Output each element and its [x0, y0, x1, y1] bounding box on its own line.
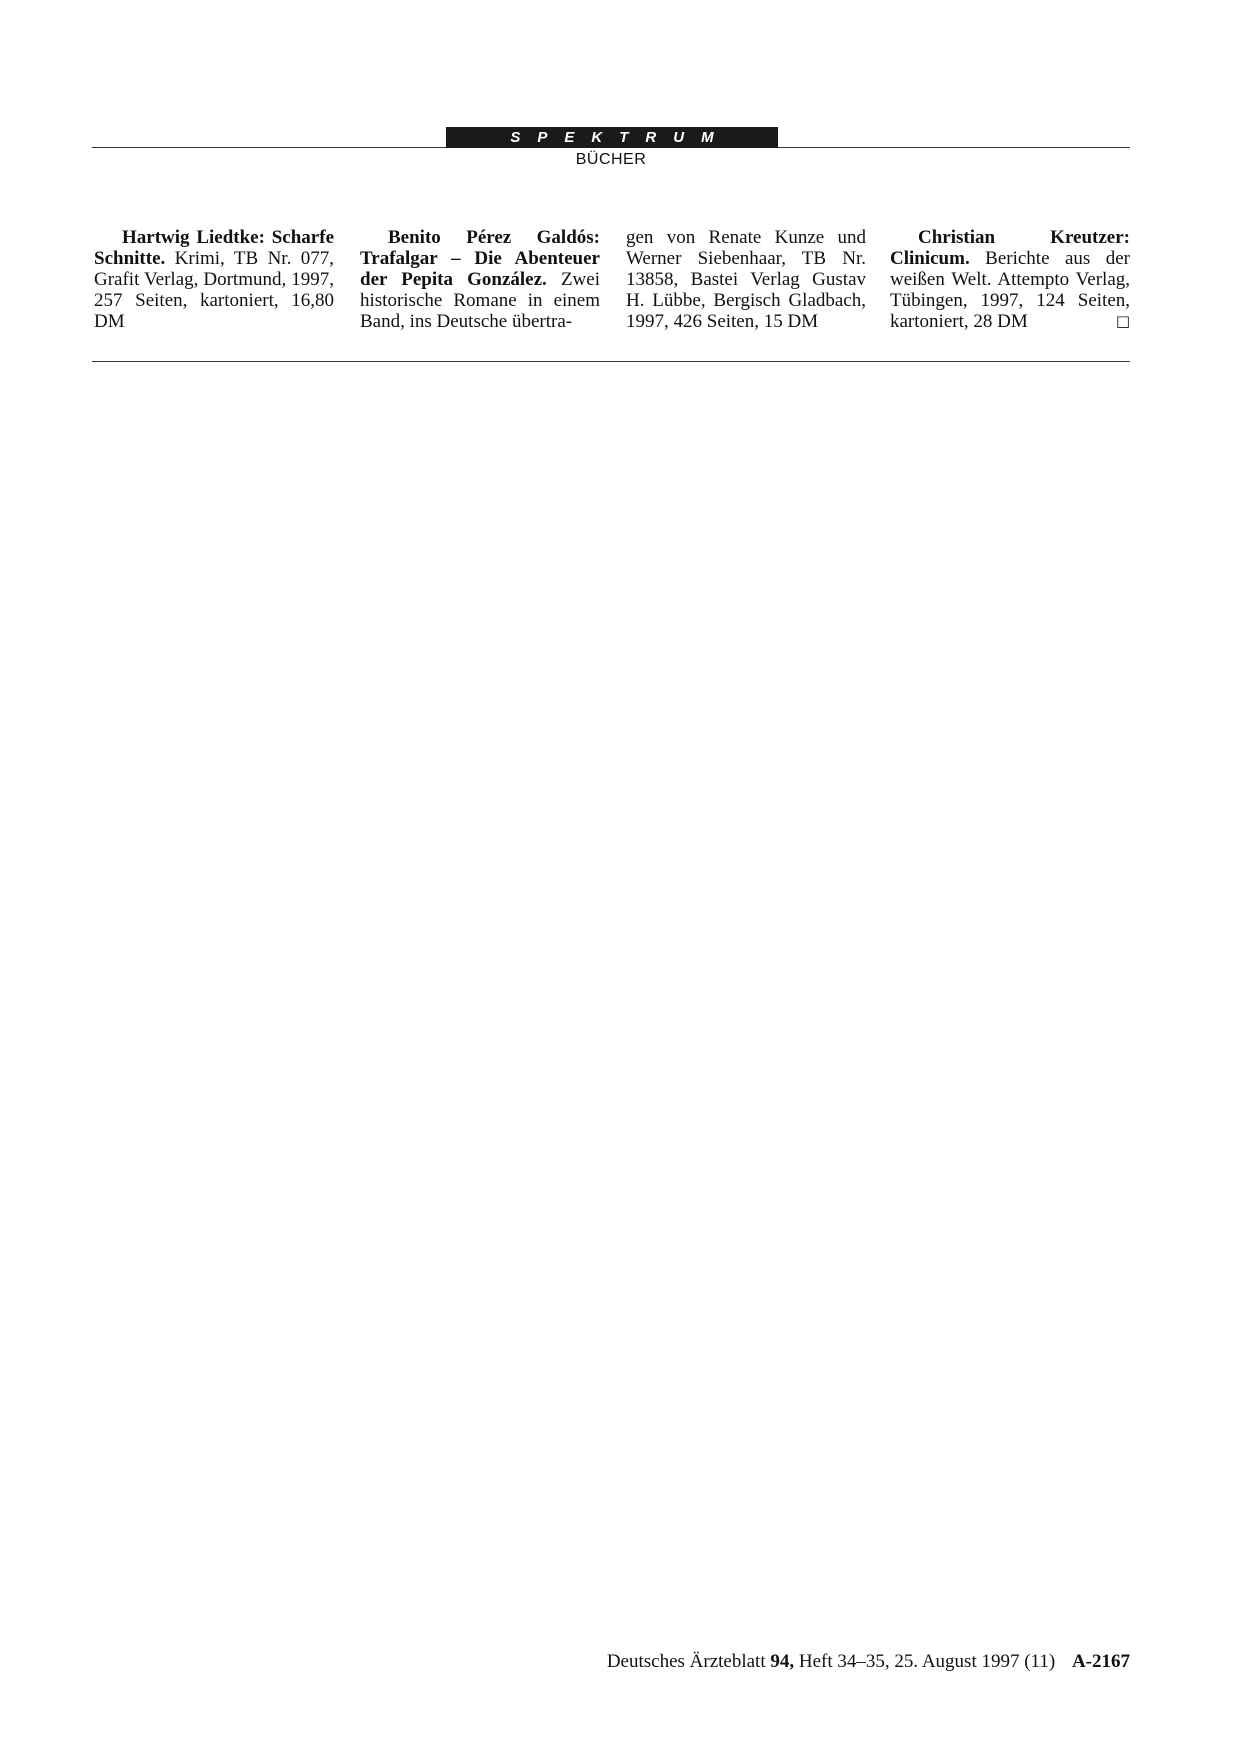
- journal-issue: Heft 34–35, 25. August 1997 (11): [798, 1651, 1056, 1672]
- book-entry-galdos: [360, 227, 600, 332]
- column-2: [360, 227, 600, 332]
- journal-volume: 94,: [770, 1651, 795, 1672]
- entry-title: Hartwig Liedtke: Scharfe Schnitte.: [94, 227, 334, 269]
- journal-name: Deutsches Ärzteblatt: [606, 1651, 766, 1672]
- entry-title: Christian Kreutzer: Clinicum.: [890, 227, 1130, 269]
- entry-title: Benito Pérez Galdós: Trafalgar – Die Abenteuer der Pepita González.: [360, 227, 600, 290]
- column-1: [94, 227, 334, 332]
- entry-details: Zwei historische Romane in einem Band, ins Deutsche übertra-: [360, 269, 600, 332]
- section-label: SPEKTRUM: [446, 127, 778, 148]
- book-entry-liedtke: [94, 227, 334, 332]
- column-3: [626, 227, 866, 332]
- page-number: A-2167: [1071, 1651, 1130, 1672]
- book-entry-kreutzer: [890, 227, 1130, 332]
- listing-end-rule: [92, 361, 1130, 362]
- page-footer: [607, 1651, 1130, 1673]
- end-mark: □: [1115, 312, 1130, 330]
- book-listings: [94, 227, 1130, 337]
- column-4: [890, 227, 1130, 332]
- entry-details: Berichte aus der weißen Welt. Attempto Verlag, Tübingen, 1997, 124 Seiten, kartoniert, 28 DM: [890, 248, 1130, 332]
- book-entry-galdos-continued: gen von Renate Kunze und Werner Siebenhaar, TB Nr. 13858, Bastei Verlag Gustav H. Lübbe, Bergisch Gladbach, 1997, 426 Seiten, 15 DM: [626, 227, 866, 332]
- entry-details: Krimi, TB Nr. 077, Grafit Verlag, Dortmund, 1997, 257 Seiten, kartoniert, 16,80 DM: [94, 248, 334, 332]
- subsection-label: BÜCHER: [575, 151, 647, 168]
